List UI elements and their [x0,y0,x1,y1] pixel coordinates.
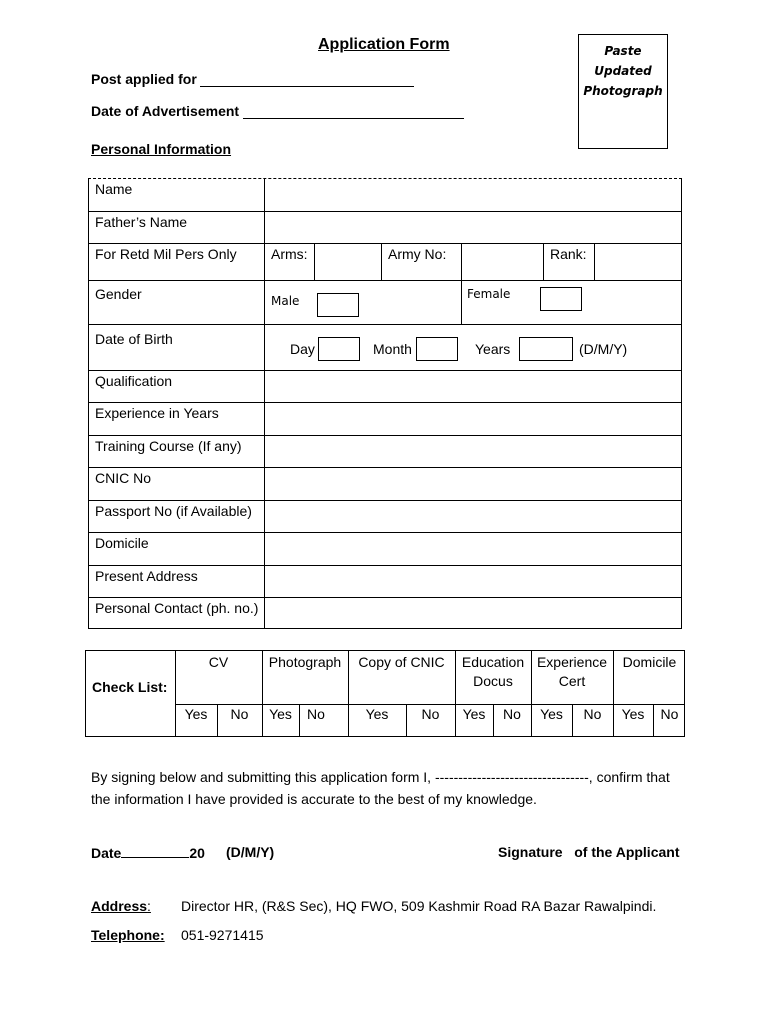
row-qualification[interactable] [89,371,681,403]
month-label: Month [373,341,412,357]
cell-divider [314,244,315,280]
passport-label: Passport No (if Available) [95,503,252,519]
cell-divider [461,244,462,280]
section-title: Personal Information [91,141,232,157]
row-gender [89,281,681,325]
years-input[interactable] [519,337,573,361]
cv-no[interactable]: No [230,706,249,722]
cv-yes[interactable]: Yes [184,706,208,722]
years-label: Years [475,341,511,357]
row-passport[interactable] [89,501,681,533]
dob-label: Date of Birth [95,331,173,347]
row-dob [89,325,681,371]
address-field [91,898,151,914]
retd-label: For Retd Mil Pers Only [95,246,237,262]
date-advertisement-label: Date of Advertisement [91,103,240,119]
checklist-label: Check List: [92,679,168,695]
post-applied-label: Post applied for [91,71,197,87]
male-checkbox[interactable] [317,293,359,317]
date-advertisement-line[interactable] [243,104,464,119]
arms-label: Arms: [271,246,308,262]
present-address-label: Present Address [95,568,198,584]
row-name[interactable] [89,179,681,212]
date-format: (D/M/Y) [226,844,275,860]
day-label: Day [290,341,315,357]
fathers-name-label: Father’s Name [95,214,188,230]
day-input[interactable] [318,337,360,361]
army-no-label: Army No: [388,246,447,262]
address-value: Director HR, (R&S Sec), HQ FWO, 509 Kashmir Road RA Bazar Rawalpindi. [181,898,657,914]
col-experience-cert: Experience Cert [536,654,608,689]
contact-label: Personal Contact (ph. no.) [95,600,259,616]
experience-no[interactable]: No [583,706,602,722]
experience-label: Experience in Years [95,405,219,421]
photo-line-1: Paste [604,44,642,58]
row-fathers-name[interactable] [89,212,681,244]
male-label: Male [271,294,300,308]
domicile-yes[interactable]: Yes [621,706,645,722]
female-checkbox[interactable] [540,287,582,311]
dmy-label: (D/M/Y) [579,341,628,357]
domicile-no[interactable]: No [660,706,679,722]
row-contact[interactable] [89,598,681,629]
date-label: Date [91,845,122,861]
date-year: 20 [189,845,205,861]
cnic-label: CNIC No [95,470,152,486]
col-photograph: Photograph [268,654,342,670]
cell-divider [594,244,595,280]
post-applied-line[interactable] [200,72,414,87]
photo-line-2: Updated [594,64,652,78]
name-label: Name [95,181,133,197]
row-experience[interactable] [89,403,681,436]
telephone-value: 051-9271415 [181,927,264,943]
date-field [91,844,205,861]
cnic-no[interactable]: No [421,706,440,722]
training-label: Training Course (If any) [95,438,242,454]
month-input[interactable] [416,337,458,361]
photo-box [578,34,668,149]
domicile-label: Domicile [95,535,149,551]
photograph-no[interactable]: No [307,706,325,722]
qualification-label: Qualification [95,373,173,389]
education-yes[interactable]: Yes [462,706,486,722]
photo-line-3: Photograph [583,84,663,98]
checklist-table [85,650,685,737]
address-label: Address [91,898,148,914]
cell-divider [381,244,382,280]
cell-divider [461,281,462,324]
telephone-label: Telephone: [91,927,165,943]
photograph-yes[interactable]: Yes [269,706,292,722]
cnic-yes[interactable]: Yes [365,706,389,722]
row-present-address[interactable] [89,566,681,598]
experience-yes[interactable]: Yes [540,706,563,722]
cell-divider [543,244,544,280]
signature-label: Signature of the Applicant [498,844,680,860]
form-title: Application Form [318,36,450,53]
rank-label: Rank: [550,246,587,262]
declaration-text: By signing below and submitting this application form I, ---------------------------------, confirm that the information I have provided is accurate to the best of my knowledge. [91,769,670,807]
personal-info-table [88,178,682,629]
female-label: Female [467,287,511,301]
gender-label: Gender [95,286,142,302]
col-domicile: Domicile [622,654,677,670]
row-training[interactable] [89,436,681,468]
date-line[interactable] [121,844,189,858]
address-colon: : [147,898,151,914]
col-cv: CV [208,654,229,670]
row-domicile[interactable] [89,533,681,566]
row-cnic[interactable] [89,468,681,501]
col-education-docus: Education Docus [461,654,525,689]
row-retd [89,244,681,281]
education-no[interactable]: No [503,706,521,722]
col-copy-cnic: Copy of CNIC [358,654,445,670]
